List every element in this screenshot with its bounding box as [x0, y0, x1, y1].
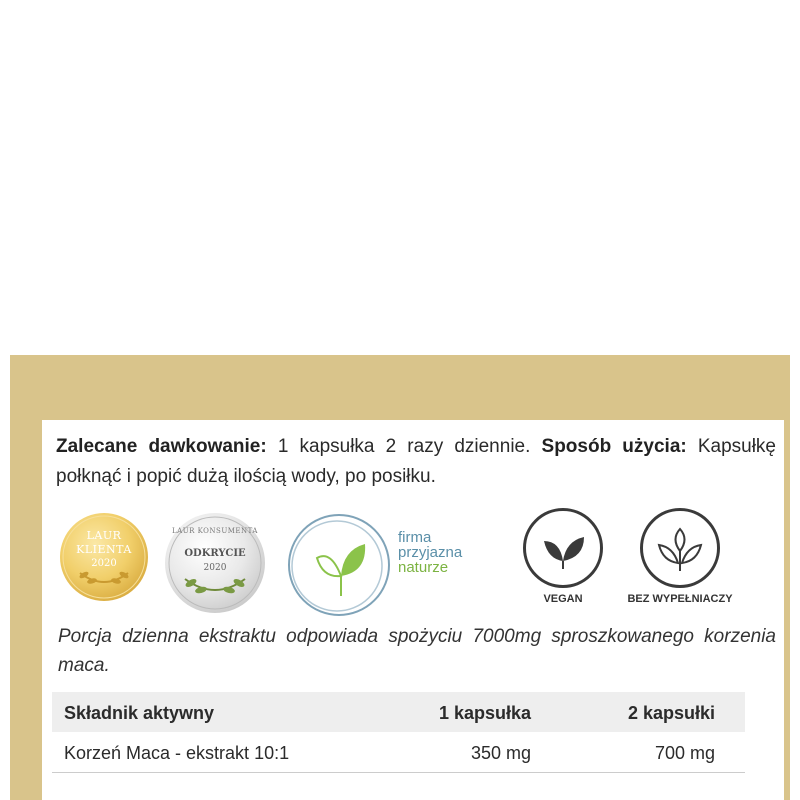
- nature-friendly-label: [398, 530, 462, 575]
- usage-label: Sposób użycia:: [541, 436, 687, 457]
- table-header: [52, 692, 745, 732]
- seal-year: 2020: [203, 563, 227, 573]
- extract-note: Porcja dzienna ekstraktu odpowiada spożyciu 7000mg sproszkowanego korzenia maca.: [58, 626, 776, 676]
- firma-line-1: firma: [398, 529, 432, 546]
- vegan-label: VEGAN: [543, 593, 583, 605]
- seal-line-1: LAUR KONSUMENTA: [172, 527, 258, 535]
- firma-line-3: naturze: [398, 559, 449, 576]
- usage-value: Kapsułkę połknąć i popić dużą ilością wody, po posiłku.: [56, 436, 777, 487]
- header-2-capsules: 2 kapsułki: [627, 703, 715, 723]
- ingredient-2-capsules: 700 mg: [654, 743, 715, 763]
- nature-friendly-leaf-icon: [283, 510, 393, 620]
- vegan-icon: [523, 508, 603, 588]
- seal-line-2: ODKRYCIE: [184, 548, 246, 559]
- seal-line-2: KLIENTA: [76, 543, 132, 556]
- no-fillers-leaves-icon: [640, 508, 720, 588]
- laur-klienta-seal-icon: [60, 513, 148, 601]
- header-ingredient: Składnik aktywny: [64, 703, 215, 723]
- ingredient-name: Korzeń Maca - ekstrakt 10:1: [64, 743, 290, 763]
- laurel-wreath-icon: [60, 513, 148, 601]
- header-1-capsule: 1 kapsułka: [438, 703, 531, 723]
- ingredient-1-capsule: 350 mg: [470, 743, 531, 763]
- firma-line-2: przyjazna: [398, 544, 463, 561]
- dosage-label: Zalecane dawkowanie:: [56, 436, 267, 457]
- ingredients-table: [52, 692, 745, 773]
- dosage-value: 1 kapsułka 2 razy dziennie.: [266, 436, 542, 457]
- laur-konsumenta-seal-icon: [165, 513, 265, 613]
- no-fillers-label: BEZ WYPEŁNIACZY: [627, 593, 733, 605]
- table-row: [52, 732, 745, 773]
- seal-line-1: LAUR: [86, 529, 122, 542]
- seal-year: 2020: [91, 558, 117, 569]
- dosage-text: [56, 432, 776, 492]
